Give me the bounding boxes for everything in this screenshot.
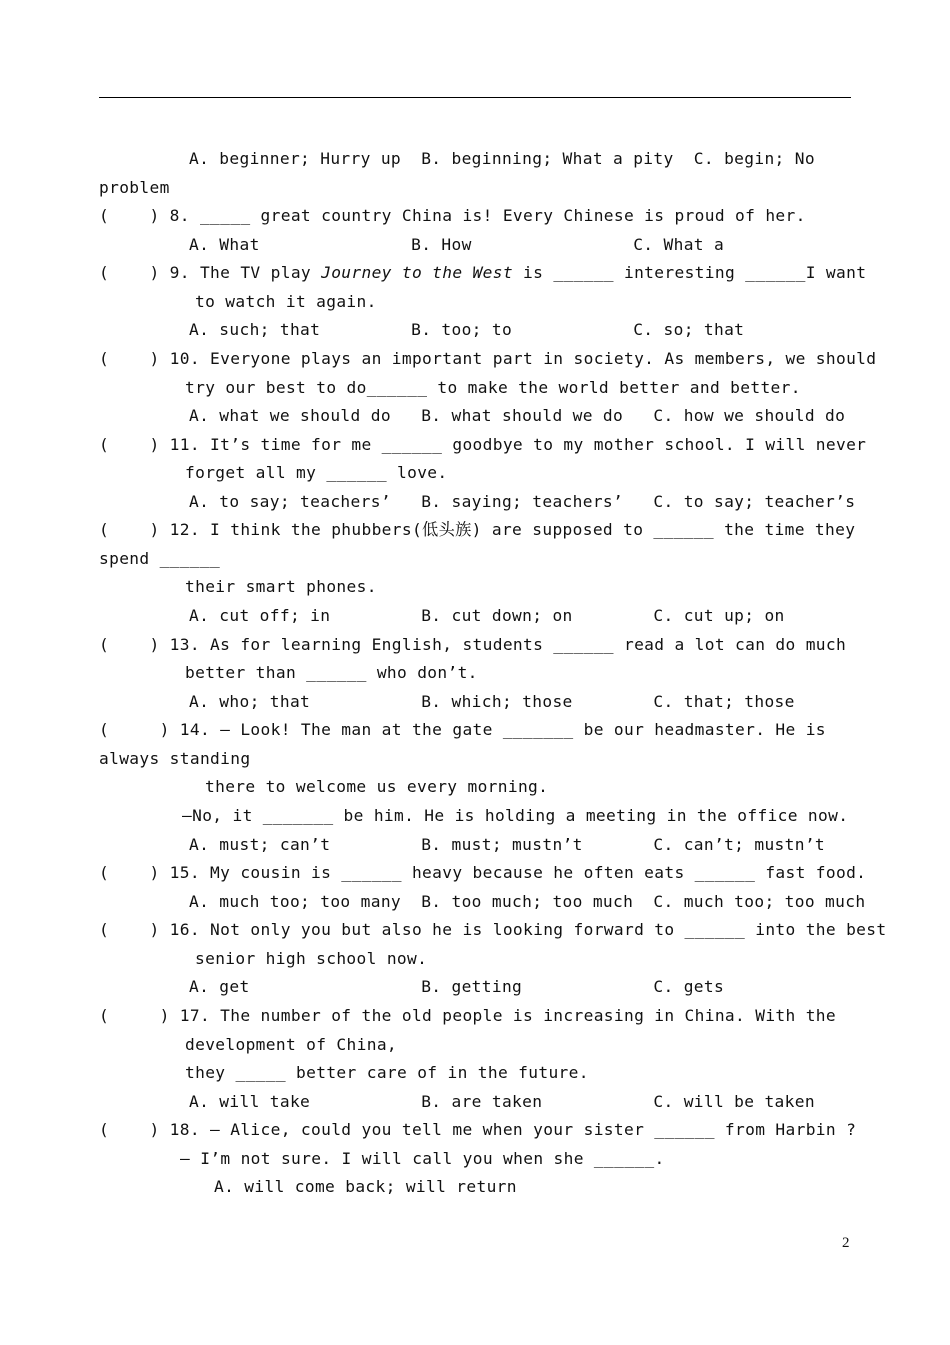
q12-options: A. cut off; in B. cut down; on C. cut up; on [189,606,785,625]
q16-options: A. get B. getting C. gets [189,977,725,996]
q12-text-cont2: their smart phones. [185,577,377,596]
page-number: 2 [842,1235,850,1251]
q15-text: ( ) 15. My cousin is ______ heavy because he often eats ______ fast food. [99,863,867,882]
q15-options: A. much too; too many B. too much; too much C. much too; too much [189,892,866,911]
q18-reply: — I’m not sure. I will call you when she ______. [180,1149,665,1168]
q9-text [99,263,866,283]
q18-option-a: A. will come back; will return [214,1177,517,1196]
q17-options: A. will take B. are taken C. will be taken [189,1092,815,1111]
q17-text-cont2: they _____ better care of in the future. [185,1063,589,1082]
q10-text: ( ) 10. Everyone plays an important part in society. As members, we should [99,349,877,368]
q16-text: ( ) 16. Not only you but also he is looking forward to ______ into the best [99,920,887,939]
q10-options: A. what we should do B. what should we do C. how we should do [189,406,846,425]
q9-post: is ______ interesting ______I want [512,263,867,282]
q8-text: ( ) 8. _____ great country China is! Every Chinese is proud of her. [99,206,806,225]
q7-options: A. beginner; Hurry up B. beginning; What a pity C. begin; No [189,149,815,168]
q9-pre: ( ) 9. The TV play [99,263,322,282]
q9-title-italic: Journey to the West [321,263,513,282]
q7-options-cont: problem [99,178,170,197]
q8-options: A. What B. How C. What a [189,235,725,254]
q13-options: A. who; that B. which; those C. that; those [189,692,795,711]
q12-text-cont: spend ______ [99,549,221,568]
q9-options: A. such; that B. too; to C. so; that [189,320,745,339]
q12-text: ( ) 12. I think the phubbers(低头族) are supposed to ______ the time they [99,520,856,539]
q11-options: A. to say; teachers’ B. saying; teachers’ C. to say; teacher’s [189,492,856,511]
q14-reply: —No, it _______ be him. He is holding a meeting in the office now. [182,806,849,825]
q14-text-cont2: there to welcome us every morning. [205,777,549,796]
header-rule [99,97,851,98]
q13-text: ( ) 13. As for learning English, students ______ read a lot can do much [99,635,847,654]
q16-text-cont: senior high school now. [195,949,428,968]
q11-text-cont: forget all my ______ love. [185,463,448,482]
q17-text: ( ) 17. The number of the old people is increasing in China. With the [99,1006,836,1025]
q13-text-cont: better than ______ who don’t. [185,663,478,682]
q18-text: ( ) 18. — Alice, could you tell me when your sister ______ from Harbin ? [99,1120,857,1139]
q14-options: A. must; can’t B. must; mustn’t C. can’t; mustn’t [189,835,826,854]
q17-text-cont: development of China, [185,1035,398,1054]
q10-text-cont: try our best to do______ to make the world better and better. [185,378,801,397]
q11-text: ( ) 11. It’s time for me ______ goodbye to my mother school. I will never [99,435,867,454]
q14-text: ( ) 14. — Look! The man at the gate _______ be our headmaster. He is [99,720,826,739]
q14-text-cont: always standing [99,749,251,768]
q9-text-cont: to watch it again. [195,292,377,311]
